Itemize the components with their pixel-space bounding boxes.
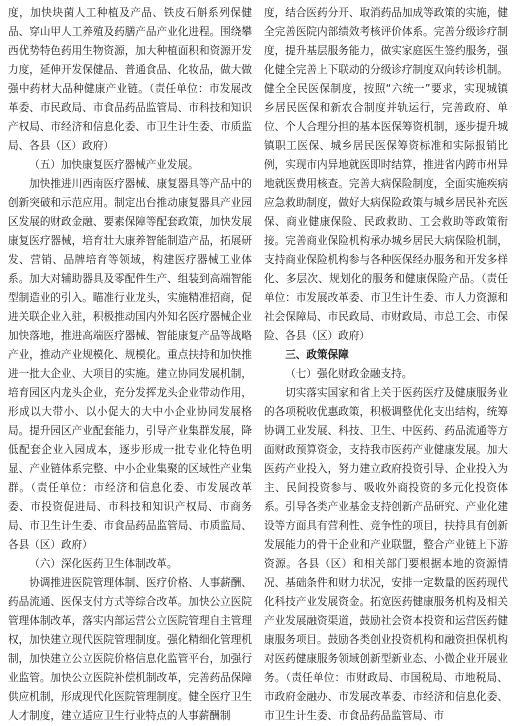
subsection-heading-7: （七）强化财政金融支持。 — [285, 368, 413, 380]
paragraph: 度，加快块菌人工种植及产品、铁皮石斛系列保健品、穿山甲人工养殖及药膳产品产业化进程。围绕攀西优势特色药用生物资源，加大种植面积和资源开发力度，延伸开发保健品、普通食品、化妆品，做大做强中药材大品种健康产业链。（责任单位：市发展改革委、市民政局、市食品药品监管局、市科技和知识产权局、市经济和信息化委、市卫生计生委、市质监局、各县（区）政府） — [8, 7, 252, 152]
section-heading: 三、政策保障 — [285, 349, 349, 361]
subsection-heading-5: （五）加快康复医疗器械产业发展。 — [29, 159, 199, 171]
paragraph: 切实落实国家和省上关于医药医疗及健康服务业的各项税收优惠政策，积极调整优化支出结构，统筹协调工业发展、科技、卫生、中医药、药品流通等方面财政预算资金，支持我市医药产业健康发展。加大医药产业投入，努力建立政府投资引导、企业投入为主、民间投资参与、吸收外商投资的多元化投资体系。引导各类产业基金支持创新产品研究、产业化建设等方面具有营利性、竞争性的项目，扶持具有创新发展能力的骨干企业和产业联盟，整合产业链上下游资源。各县（区）和相关部门要根据本地的资源情况、基础条件和财力状况，安排一定数量的医药现代化科技产业发展资金。拓宽医药健康服务机构及相关产业发展融资渠道，鼓励社会资本投资和运营医药健康服务项目。鼓励各类创业投资机构和融资担保机构对医药健康服务领域创新型新业态、小微企业开展业务。（责任单位：市财政局、市国税局、市地税局、市政府金融办、市发展改革委、市经济和信息化委、市卫生计生委、市食品药品监管局、市 — [264, 387, 508, 722]
right-column — [264, 4, 508, 726]
paragraph: 协调推进医院管理体制、医疗价格、人事薪酬、药品流通、医保支付方式等综合改革。加快公立医院管理体制改革，落实内部运营公立医院管理自主管理权，加快建立现代医院管理制度。强化精细化管理机制，加快建立公立医院价格信息化监管平台，加强行业监管。加快公立医院补偿机制改革，完善药品保障供应机制，形成现代化医院管理制度。健全医疗卫生人才制度，建立适应卫生行业特点的人事薪酬制 — [8, 577, 252, 722]
paragraph: 度，结合医药分开、取消药品加成等政策的实施，健全完善医院内部绩效考核评价体系。完善分级诊疗制度，提升基层服务能力，做实家庭医生签约服务，强化健全完善上下联动的分级诊疗制度双向转诊机制。健全全民医保制度，按照“六统一”要求，实现城镇乡居民医保和新农合制度并轨运行，完善政府、单位、个人合理分担的基本医保筹资机制，逐步提升城镇职工医保、城乡居民医保筹资标准和实际报销比例，实现市内异地就医即时结算，推进省内跨市州异地就医费用核查。完善大病保险制度，全面实施疾病应急救助制度，做好大病保险政策与城乡居民补充医保、商业健康保险、民政救助、工会救助等政策衔接。完善商业保险机构承办城乡居民大病保险机制，支持商业保险机构参与各种医保经办服务和开发多样化、多层次、规划化的服务和健康保险产品。（责任单位：市发展改革委、市卫生计生委、市人力资源和社会保障局、市民政局、市财政局、市总工会、市保险、各县（区）政府） — [264, 7, 508, 342]
subsection-heading-6: （六）深化医药卫生体制改革。 — [29, 558, 178, 570]
two-column-body — [8, 4, 508, 726]
paragraph: 加快推进川西南医疗器械、康复器具等产品中的创新突破和示范应用。制定出台推动康复器具产业园区发展的财政金融、要素保障等配套政策，加快发展康复医疗器械，培育壮大康养智能制造产品，拓展研发、营销、品牌培育等领域，构建医疗器械工业体系。加大对辅助器具及零配件生产、组装到高端智能型制造业的引入。瞄准行业龙头，实施精准招商，促进关联企业入驻，积极推动国内外知名医疗器械企业加快落地，推进高端医疗器械、智能康复产品等战略产业，推动产业规模化、规模化。重点扶持和加快推进一批大企业、大项目的实施。建立协同发展机制，培育园区内龙头企业，充分发挥龙头企业带动作用，形成以大带小、以小促大的大中小企业协同发展格局。提升园区产业配套能力，引导产业集群发展，降低配套企业入园成本，逐步形成一批专业化特色明显、产业链体系完整、中小企业集聚的区域性产业集群。（责任单位：市经济和信息化委、市发展改革委、市投资促进局、市科技和知识产权局、市商务局、市卫生计生委、市食品药品监管局、市质监局、各县（区）政府） — [8, 178, 252, 551]
left-column — [8, 4, 252, 726]
